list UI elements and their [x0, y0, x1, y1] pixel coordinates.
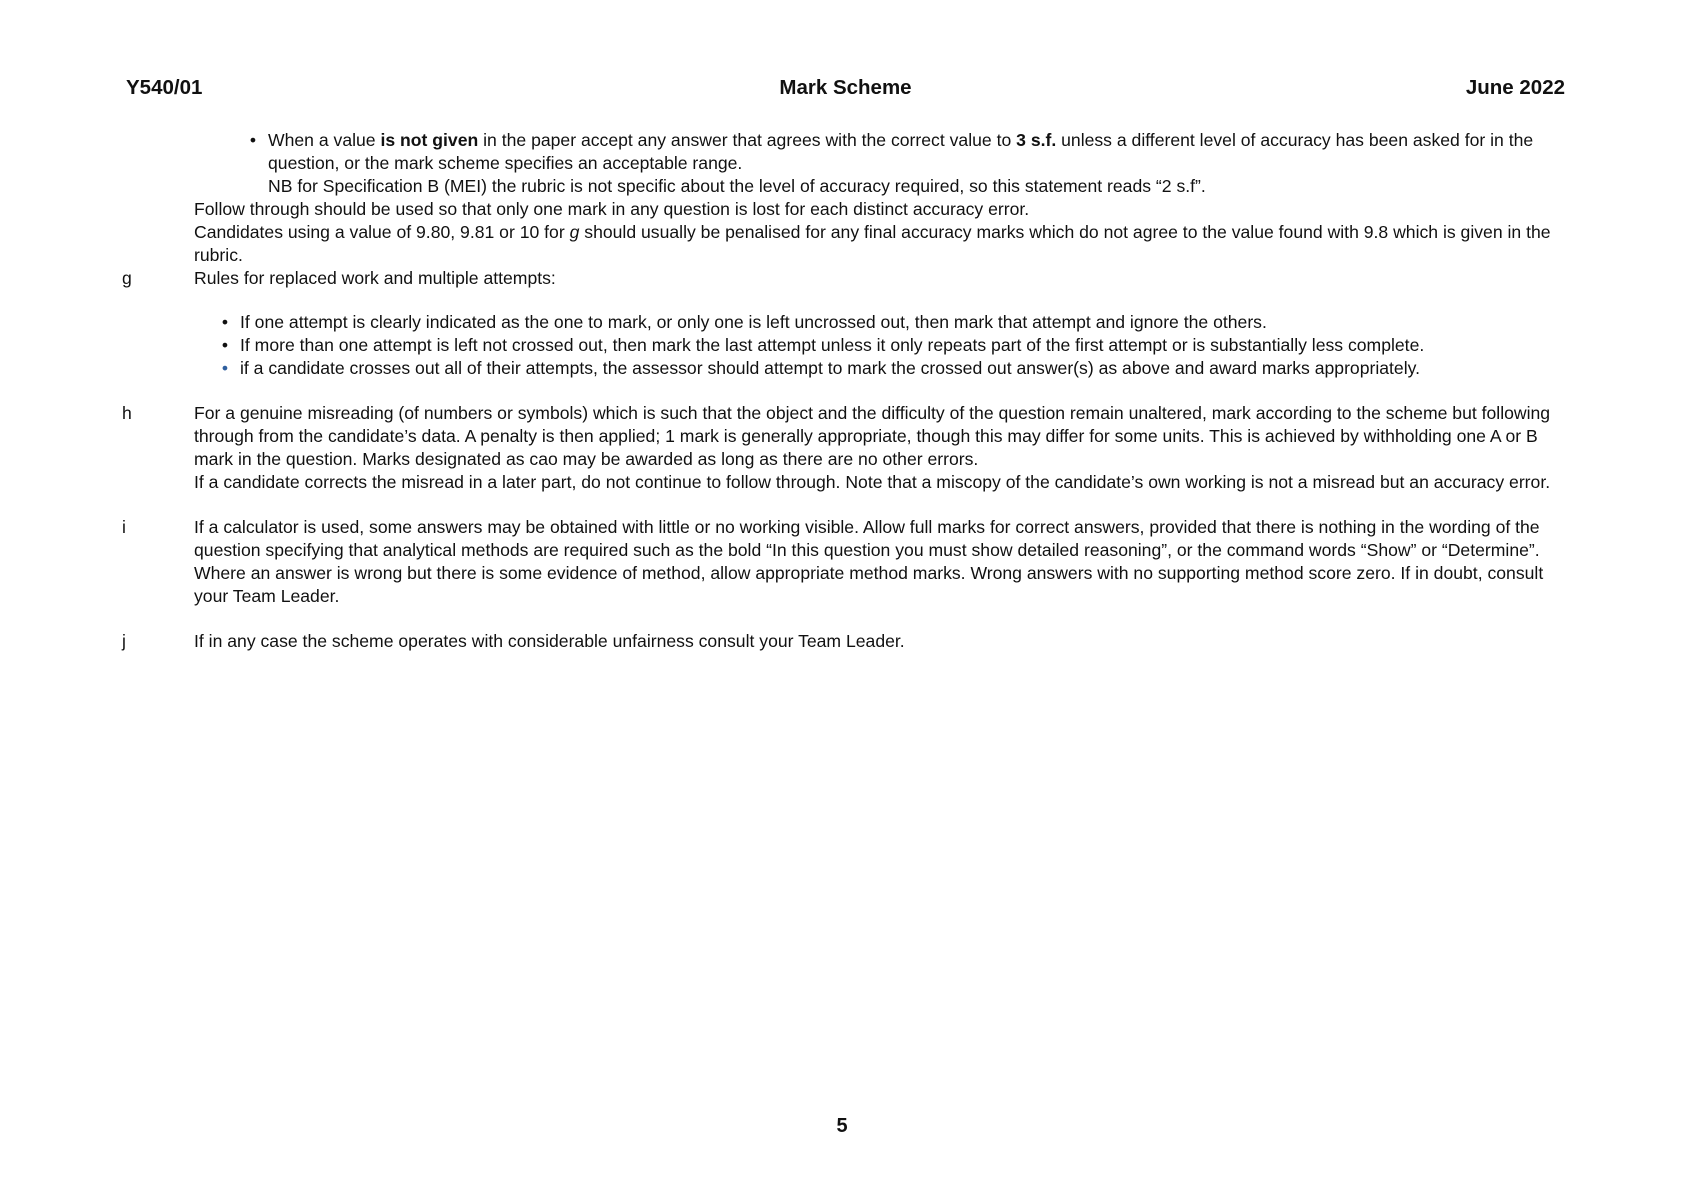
bullet-icon: •	[221, 358, 229, 378]
section-h	[122, 402, 1572, 494]
section-label-h: h	[122, 403, 132, 423]
exam-date: June 2022	[1465, 76, 1565, 99]
page-header	[126, 76, 1565, 102]
section-label-g: g	[122, 268, 132, 288]
attempts-list	[194, 311, 1572, 380]
candidates-g-text: Candidates using a value of 9.80, 9.81 or 10 for g should usually be penalised for any final accuracy marks which do not agree to the value found with 9.8 which is given in the rubric.	[194, 222, 1551, 265]
section-h-text: For a genuine misreading (of numbers or symbols) which is such that the object and the difficulty of the question remain unaltered, mark according to the scheme but following through from the candidate’s data. A penalty is then applied; 1 mark is generally appropriate, though this may differ for some units. This is achieved by withholding one A or B mark in the question. Marks designated as cao may be awarded as long as there are no other errors.	[194, 403, 1551, 469]
list-item: • If more than one attempt is left not crossed out, then mark the last attempt unless it only repeats part of the first attempt or is substantially less complete.	[240, 334, 1572, 357]
bullet-icon: •	[221, 335, 229, 355]
emphasis-sig-figs: 3 s.f.	[1016, 130, 1057, 150]
g-symbol: g	[569, 222, 580, 242]
section-i	[122, 516, 1572, 608]
section-j-text: If in any case the scheme operates with considerable unfairness consult your Team Leader.	[194, 631, 905, 651]
accuracy-bullet: • When a value is not given in the paper accept any answer that agrees with the correct value to 3 s.f. unless a different level of accuracy has been asked for in the question, or the mark scheme specifies an acceptable range.	[268, 129, 1572, 175]
section-g-text: Rules for replaced work and multiple attempts:	[194, 268, 556, 288]
bullet-icon: •	[221, 312, 229, 332]
section-label-i: i	[122, 517, 126, 537]
section-i-text: If a calculator is used, some answers may be obtained with little or no working visible. Allow full marks for correct answers, provided that there is nothing in the wording of the question specifying that analytical methods are required such as the bold “In this question you must show detailed reasoning”, or the command words “Show” or “Determine”. Where an answer is wrong but there is some evidence of method, allow appropriate method marks. Wrong answers with no supporting method score zero. If in doubt, consult your Team Leader.	[194, 517, 1544, 606]
follow-through-text: Follow through should be used so that only one mark in any question is lost for each distinct accuracy error.	[194, 199, 1030, 219]
document-body	[122, 129, 1572, 653]
paper-code: Y540/01	[126, 76, 203, 99]
list-item: • if a candidate crosses out all of their attempts, the assessor should attempt to mark the crossed out answer(s) as above and award marks appropriately.	[240, 357, 1572, 380]
page-number: 5	[836, 1115, 848, 1137]
page-title: Mark Scheme	[779, 76, 912, 99]
list-item: • If one attempt is clearly indicated as the one to mark, or only one is left uncrossed out, then mark that attempt and ignore the others.	[240, 311, 1572, 334]
emphasis-not-given: is not given	[380, 130, 479, 150]
bullet-icon: •	[249, 130, 257, 150]
section-j	[122, 630, 1572, 653]
accuracy-bullet-block	[194, 129, 1572, 198]
section-g	[122, 267, 1572, 380]
nb-note: NB for Specification B (MEI) the rubric is not specific about the level of accuracy required, so this statement reads “2 s.f”.	[268, 176, 1206, 196]
accuracy-section	[122, 129, 1572, 267]
section-h-text-2: If a candidate corrects the misread in a later part, do not continue to follow through. Note that a miscopy of the candidate’s own working is not a misread but an accuracy error.	[194, 472, 1551, 492]
section-label-j: j	[122, 631, 126, 651]
